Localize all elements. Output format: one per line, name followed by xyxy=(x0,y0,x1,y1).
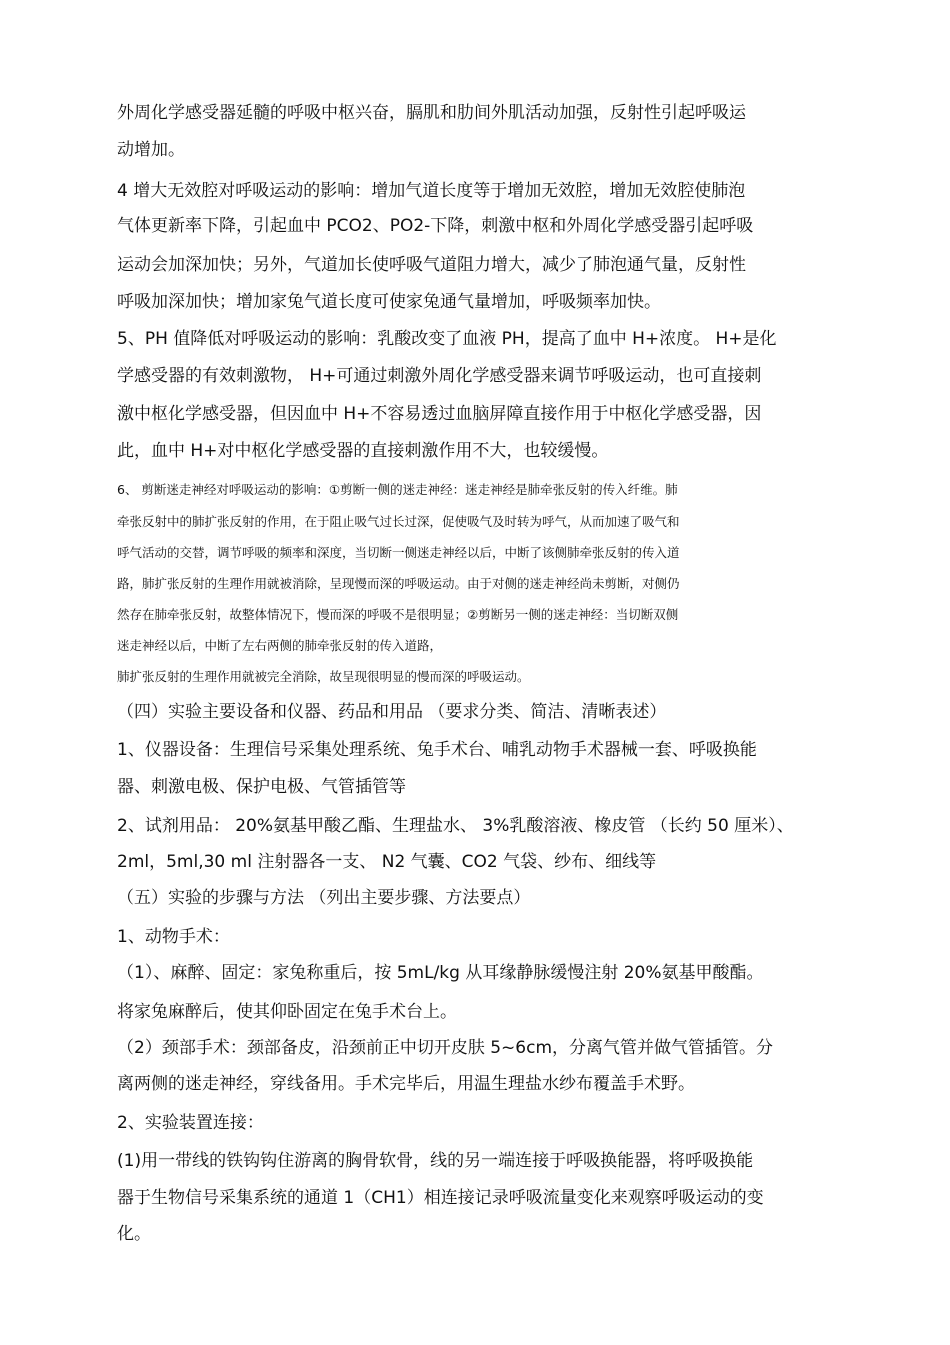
text-line: 此，血中 H+对中枢化学感受器的直接刺激作用不大，也较缓慢。 xyxy=(117,441,609,461)
text-line: 5、PH 值降低对呼吸运动的影响：乳酸改变了血液 PH，提高了血中 H+浓度。 H+是化 xyxy=(117,329,777,349)
text-line: 运动会加深加快；另外，气道加长使呼吸气道阻力增大，减少了肺泡通气量，反射性 xyxy=(117,255,746,275)
text-line: 1、动物手术： xyxy=(117,927,230,947)
text-line: 器、刺激电极、保护电极、气管插管等 xyxy=(117,777,406,797)
text-line: 呼气活动的交替，调节呼吸的频率和深度，当切断一侧迷走神经以后，中断了该侧肺牵张反射的传入道 xyxy=(117,545,680,560)
text-line: （1）、麻醉、固定：家兔称重后，按 5mL/kg 从耳缘静脉缓慢注射 20%氨基甲酸酯。 xyxy=(117,963,764,983)
text-line: 4 增大无效腔对呼吸运动的影响：增加气道长度等于增加无效腔，增加无效腔使肺泡 xyxy=(117,181,746,201)
text-line: 6、 剪断迷走神经对呼吸运动的影响：①剪断一侧的迷走神经：迷走神经是肺牵张反射的传入纤维。肺 xyxy=(117,482,678,497)
text-line: 学感受器的有效刺激物， H+可通过刺激外周化学感受器来调节呼吸运动，也可直接刺 xyxy=(117,366,762,386)
text-line: 路，肺扩张反射的生理作用就被消除，呈现慢而深的呼吸运动。由于对侧的迷走神经尚未剪断，对侧仍 xyxy=(117,576,680,591)
text-line: 迷走神经以后，中断了左右两侧的肺牵张反射的传入道路， xyxy=(117,638,443,653)
text-line: 动增加。 xyxy=(117,140,185,160)
text-line: 2ml，5ml,30 ml 注射器各一支、 N2 气囊、CO2 气袋、纱布、细线等 xyxy=(117,852,657,872)
text-line: 气体更新率下降，引起血中 PCO2、PO2-下降，刺激中枢和外周化学感受器引起呼吸 xyxy=(117,216,754,236)
text-line: （2）颈部手术：颈部备皮，沿颈前正中切开皮肤 5~6cm，分离气管并做气管插管。分 xyxy=(117,1038,774,1058)
text-line: 2、实验装置连接： xyxy=(117,1113,264,1133)
text-line: 离两侧的迷走神经，穿线备用。手术完毕后，用温生理盐水纱布覆盖手术野。 xyxy=(117,1074,695,1094)
text-line: 然存在肺牵张反射，故整体情况下，慢而深的呼吸不是很明显；②剪断另一侧的迷走神经：当切断双侧 xyxy=(117,607,679,622)
text-line: 外周化学感受器延髓的呼吸中枢兴奋，膈肌和肋间外肌活动加强，反射性引起呼吸运 xyxy=(117,103,746,123)
text-line: 将家兔麻醉后，使其仰卧固定在兔手术台上。 xyxy=(117,1002,457,1022)
text-line: 器于生物信号采集系统的通道 1（CH1）相连接记录呼吸流量变化来观察呼吸运动的变 xyxy=(117,1188,764,1208)
text-line: (1)用一带线的铁钩钩住游离的胸骨软骨，线的另一端连接于呼吸换能器，将呼吸换能 xyxy=(117,1151,754,1171)
text-line: 激中枢化学感受器，但因血中 H+不容易透过血脑屏障直接作用于中枢化学感受器，因 xyxy=(117,404,762,424)
text-line: 1、仪器设备：生理信号采集处理系统、兔手术台、哺乳动物手术器械一套、呼吸换能 xyxy=(117,740,757,760)
text-line: 肺扩张反射的生理作用就被完全消除，故呈现很明显的慢而深的呼吸运动。 xyxy=(117,669,530,684)
text-line: 牵张反射中的肺扩张反射的作用，在于阻止吸气过长过深，促使吸气及时转为呼气，从而加速了吸气和 xyxy=(117,514,680,529)
text-line: 呼吸加深加快；增加家兔气道长度可使家兔通气量增加，呼吸频率加快。 xyxy=(117,292,661,312)
section-heading: （五）实验的步骤与方法 （列出主要步骤、方法要点） xyxy=(117,888,531,908)
section-heading: （四）实验主要设备和仪器、药品和用品 （要求分类、简洁、清晰表述） xyxy=(117,702,667,722)
text-line: 化。 xyxy=(117,1224,151,1244)
text-line: 2、试剂用品： 20%氨基甲酸乙酯、生理盐水、 3%乳酸溶液、橡皮管 （长约 50 厘米）、 xyxy=(117,816,794,836)
